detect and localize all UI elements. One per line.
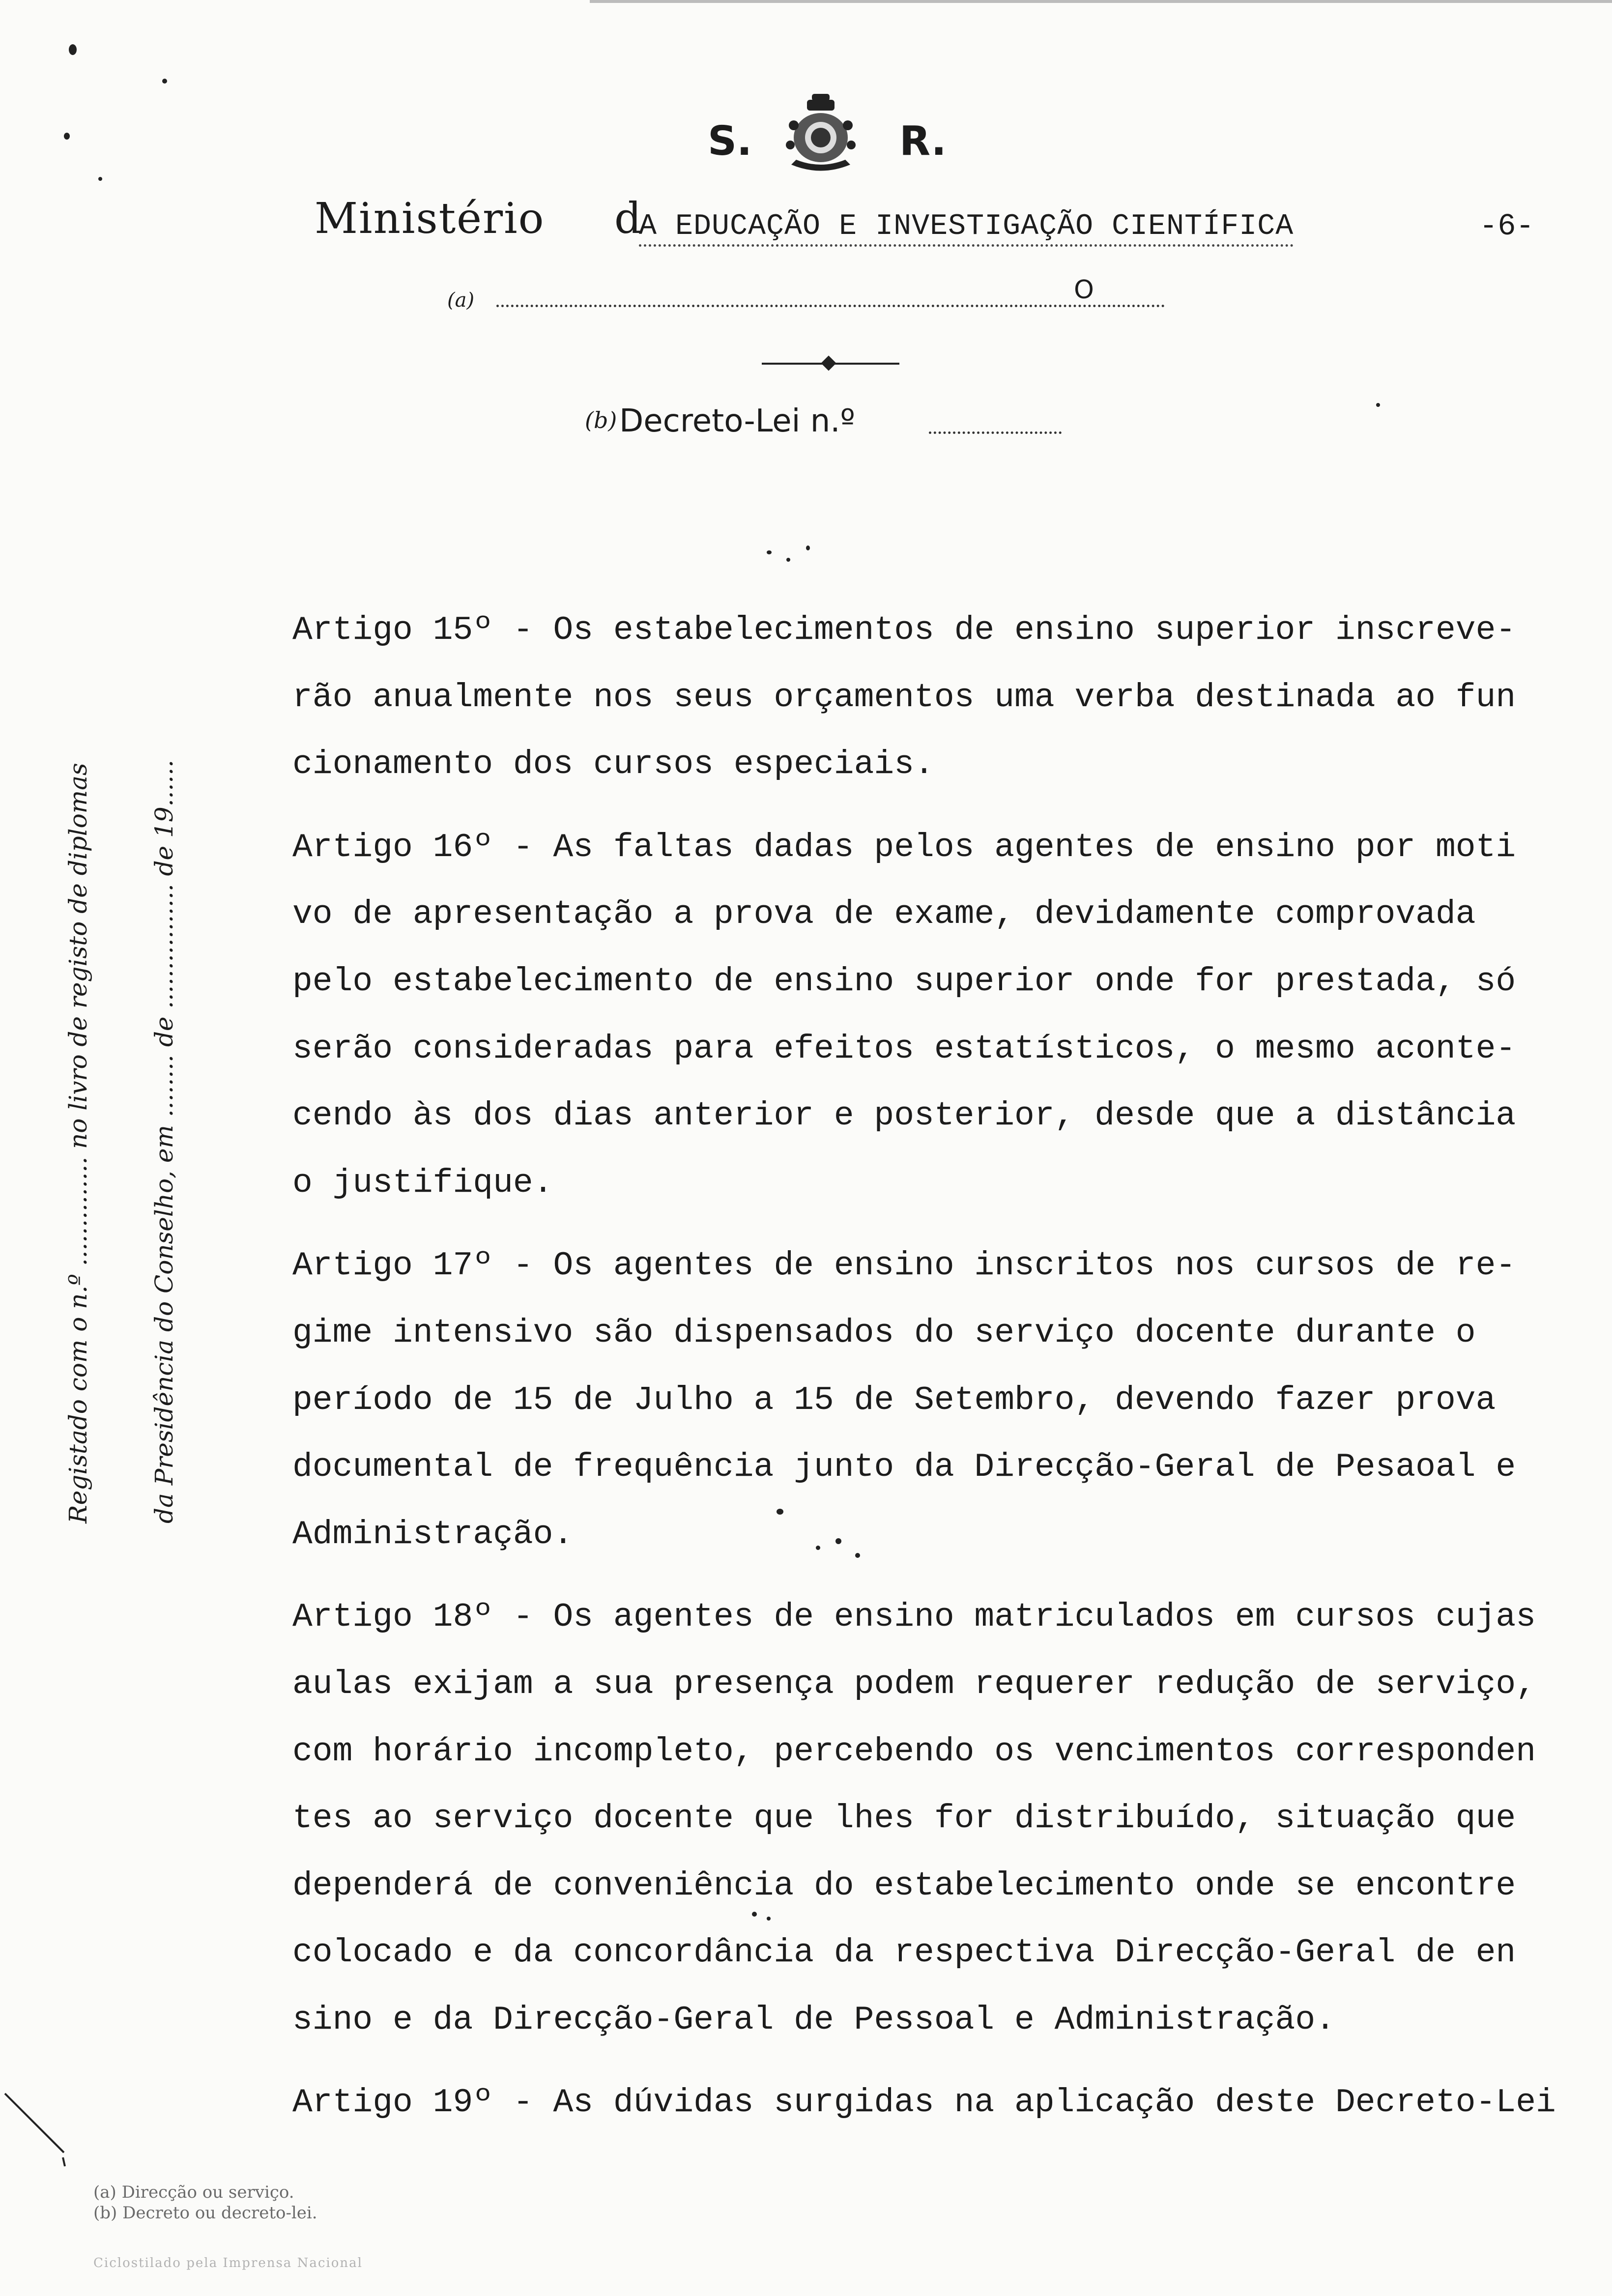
text-line: serão consideradas para efeitos estatísticos, o mesmo aconte- (292, 1030, 1516, 1068)
decree-field-label: (b) (585, 407, 617, 433)
registration-line-2: da Presidência do Conselho, em ........ de ................ de 19...... (150, 760, 178, 1523)
ministry-name: A EDUCAÇÃO E INVESTIGAÇÃO CIENTÍFICA (639, 210, 1294, 247)
letterhead-right-initial: R. (899, 118, 947, 165)
registration-line-1: Registado com o n.º .............. no livro de registo de diplomas (64, 763, 92, 1523)
text-line: colocado e da concordância da respectiva Direcção-Geral de en (292, 1934, 1516, 1972)
text-line: vo de apresentação a prova de exame, devidamente comprovada (292, 895, 1476, 934)
text-line: Artigo 17º - Os agentes de ensino inscritos nos cursos de re- (292, 1247, 1516, 1285)
ministry-prefix: d (614, 194, 642, 243)
text-line: tes ao serviço docente que lhes for distribuído, situação que (292, 1800, 1516, 1838)
text-line: com horário incompleto, percebendo os vencimentos corresponden (292, 1732, 1536, 1771)
text-line: pelo estabelecimento de ensino superior onde for prestada, só (292, 962, 1516, 1001)
printer-imprint: Ciclostilado pela Imprensa Nacional (93, 2256, 363, 2270)
decree-field-text: Decreto-Lei n.º (619, 403, 855, 439)
text-line: cendo às dos dias anterior e posterior, desde que a distância (292, 1097, 1516, 1135)
text-line: documental de frequência junto da Direcção-Geral de Pesaoal e (292, 1448, 1516, 1487)
text-line: o justifique. (292, 1164, 553, 1202)
text-line: dependerá de conveniência do estabelecimento onde se encontre (292, 1866, 1516, 1905)
department-field-label: (a) (447, 289, 475, 312)
text-line: Administração. (292, 1515, 574, 1553)
letterhead-left-initial: S. (708, 118, 752, 165)
text-line: aulas exijam a sua presença podem requerer redução de serviço, (292, 1665, 1536, 1703)
text-line: Artigo 16º - As faltas dadas pelos agentes de ensino por moti (292, 828, 1516, 866)
footnote-a: (a) Direcção ou serviço. (93, 2182, 294, 2202)
page-number: -6- (1479, 209, 1534, 244)
text-line: rão anualmente nos seus orçamentos uma verba destinada ao fun (292, 678, 1516, 717)
ministry-word: Ministério (315, 194, 545, 243)
text-line: sino e da Direcção-Geral de Pessoal e Administração. (292, 2001, 1335, 2039)
text-line: Artigo 18º - Os agentes de ensino matriculados em cursos cujas (292, 1598, 1536, 1636)
text-line: Artigo 15º - Os estabelecimentos de ensino superior inscreve- (292, 611, 1516, 649)
text-line: cionamento dos cursos especiais. (292, 746, 934, 784)
text-line: período de 15 de Julho a 15 de Setembro, devendo fazer prova (292, 1381, 1496, 1419)
text-line: Artigo 19º - As dúvidas surgidas na aplicação deste Decreto-Lei (292, 2084, 1556, 2122)
department-field-suffix: O (1074, 275, 1094, 305)
footnote-b: (b) Decreto ou decreto-lei. (93, 2203, 317, 2223)
text-line: gime intensivo são dispensados do serviço docente durante o (292, 1314, 1476, 1352)
